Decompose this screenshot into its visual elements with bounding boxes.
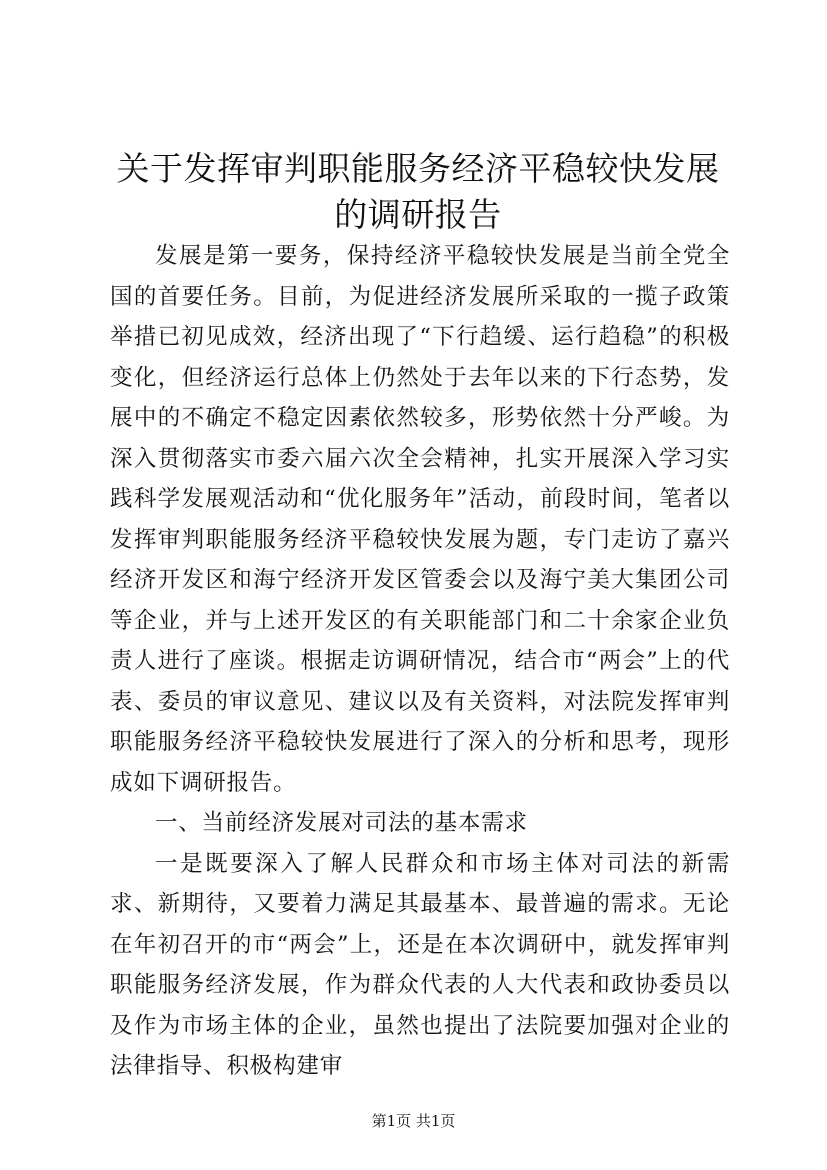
document-body xyxy=(110,236,730,1087)
section-heading: 一、当前经济发展对司法的基本需求 xyxy=(155,810,528,836)
page-footer: 第1页 共1页 xyxy=(371,1112,456,1130)
paragraph-intro: 发展是第一要务，保持经济平稳较快发展是当前全党全国的首要任务。目前，为促进经济发展所采取的一揽子政策举措已初见成效，经济出现了“下行趋缓、运行趋稳”的积极变化，但经济运行总体上仍然处于去年以来的下行态势，发展中的不确定不稳定因素依然较多，形势依然十分严峻。为深入贯彻落实市委六届六次全会精神，扎实开展深入学习实践科学发展观活动和“优化服务年”活动，前段时间，笔者以发挥审判职能服务经济平稳较快发展为题，专门走访了嘉兴经济开发区和海宁经济开发区管委会以及海宁美大集团公司等企业，并与上述开发区的有关职能部门和二十余家企业负责人进行了座谈。根据走访调研情况，结合市“两会”上的代表、委员的审议意见、建议以及有关资料，对法院发挥审判职能服务经济平稳较快发展进行了深入的分析和思考，现形成如下调研报告。 xyxy=(110,243,730,796)
document-title: 关于发挥审判职能服务经济平稳较快发展的调研报告 xyxy=(116,149,720,234)
paragraph-point-one: 一是既要深入了解人民群众和市场主体对司法的新需求、新期待，又要着力满足其最基本、最普遍的需求。无论在年初召开的市“两会”上，还是在本次调研中，就发挥审判职能服务经济发展，作为群众代表的人大代表和政协委员以及作为市场主体的企业，虽然也提出了法院要加强对企业的法律指导、积极构建审 xyxy=(110,850,730,1079)
